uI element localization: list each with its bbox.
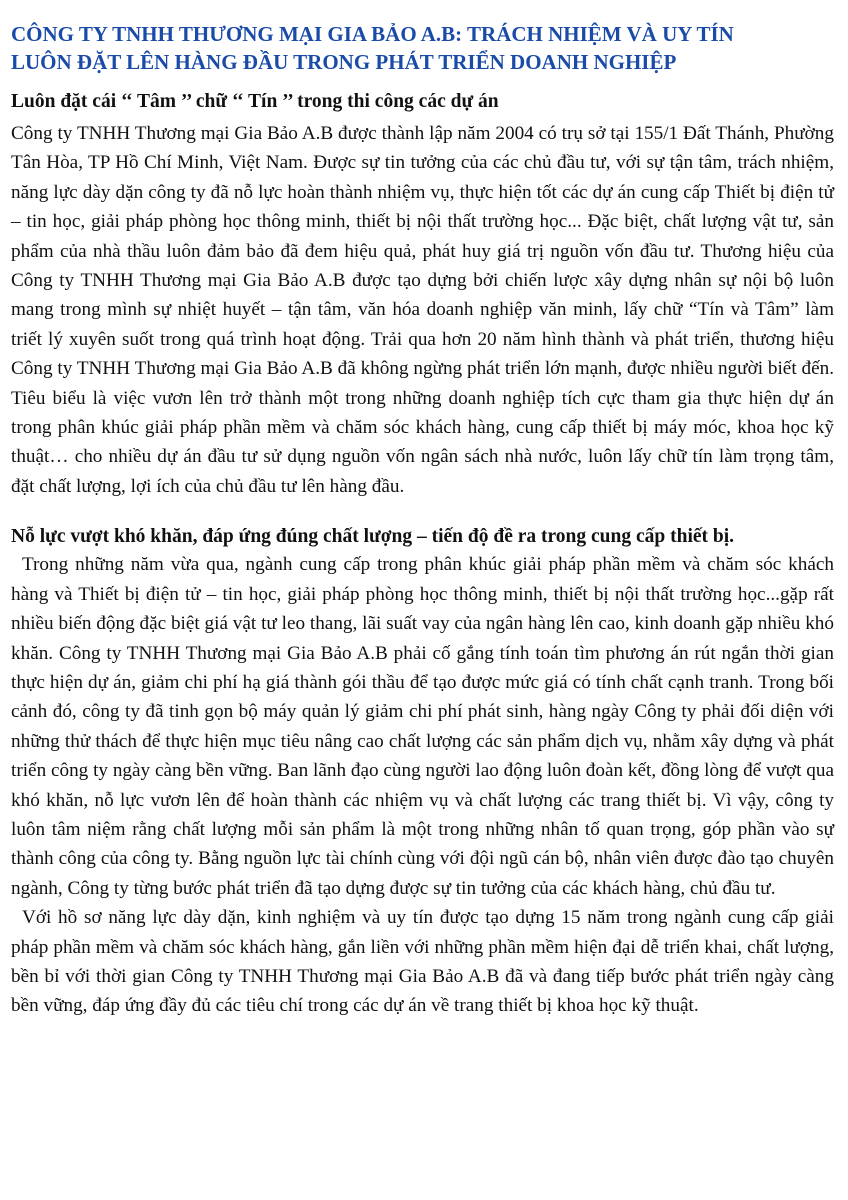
section-heading: Luôn đặt cái ‘‘ Tâm ’’ chữ ‘‘ Tín ’’ trong thi công các dự án bbox=[11, 91, 499, 112]
section-tam-tin bbox=[11, 88, 834, 501]
title-line-2: LUÔN ĐẶT LÊN HÀNG ĐẦU TRONG PHÁT TRIỂN DOANH NGHIỆP bbox=[11, 50, 677, 74]
section-paragraph: Với hồ sơ năng lực dày dặn, kinh nghiệm và uy tín được tạo dựng 15 năm trong ngành cung cấp giải pháp phần mềm và chăm sóc khách hàng, gắn liền với những phần mềm hiện đại dễ triển khai, chất lượng, bền bỉ với thời gian Công ty TNHH Thương mại Gia Bảo A.B đã và đang tiếp bước phát triển ngày càng bền vững, đáp ứng đầy đủ các tiêu chí trong các dự án về trang thiết bị khoa học kỹ thuật. bbox=[11, 907, 834, 1017]
section-paragraph: Trong những năm vừa qua, ngành cung cấp trong phân khúc giải pháp phần mềm và chăm sóc khách hàng và Thiết bị điện tử – tin học, giải pháp phòng học thông minh, thiết bị nội thất trường học...gặp rất nhiều biến động đặc biệt giá vật tư leo thang, lãi suất vay của ngân hàng lên cao, kinh doanh gặp nhiều khó khăn. Công ty TNHH Thương mại Gia Bảo A.B phải cố gắng tính toán tìm phương án rút ngắn thời gian thực hiện dự án, giảm chi phí hạ giá thành gói thầu để tạo được mức giá có tính chất cạnh tranh. Trong bối cảnh đó, công ty đã tinh gọn bộ máy quản lý giảm chi phí phát sinh, hàng ngày Công ty phải đối diện với những thử thách để thực hiện mục tiêu nâng cao chất lượng các sản phẩm dịch vụ, nhằm xây dựng và phát triển công ty ngày càng bền vững. Ban lãnh đạo cùng người lao động luôn đoàn kết, đồng lòng để vượt qua khó khăn, nỗ lực vươn lên để hoàn thành các nhiệm vụ và chất lượng các trang thiết bị. Vì vậy, công ty luôn tâm niệm rằng chất lượng mỗi sản phẩm là một trong những nhân tố quan trọng, góp phần vào sự thành công của công ty. Bằng nguồn lực tài chính cùng với đội ngũ cán bộ, nhân viên được đào tạo chuyên ngành, Công ty từng bước phát triển đã tạo dựng được sự tin tưởng của các khách hàng, chủ đầu tư. bbox=[11, 554, 834, 899]
section-heading: Nỗ lực vượt khó khăn, đáp ứng đúng chất lượng – tiến độ đề ra trong cung cấp thiết bị. bbox=[11, 526, 735, 548]
title-line-1: CÔNG TY TNHH THƯƠNG MẠI GIA BẢO A.B: TRÁCH NHIỆM VÀ UY TÍN bbox=[11, 22, 734, 46]
document-title bbox=[11, 20, 834, 76]
section-no-luc bbox=[11, 523, 834, 1021]
section-paragraph: Công ty TNHH Thương mại Gia Bảo A.B được thành lập năm 2004 có trụ sở tại 155/1 Đất Thánh, Phường Tân Hòa, TP Hồ Chí Minh, Việt Nam. Được sự tin tưởng của các chủ đầu tư, với sự tận tâm, trách nhiệm, năng lực dày dặn công ty đã nỗ lực hoàn thành nhiệm vụ, thực hiện tốt các dự án cung cấp Thiết bị điện tử – tin học, giải pháp phòng học thông minh, thiết bị nội thất trường học... Đặc biệt, chất lượng vật tư, sản phẩm của nhà thầu luôn đảm bảo đã đem hiệu quả, phát huy giá trị nguồn vốn đầu tư. Thương hiệu của Công ty TNHH Thương mại Gia Bảo A.B được tạo dựng bởi chiến lược xây dựng nhân sự nội bộ luôn mang trong mình sự nhiệt huyết – tận tâm, văn hóa doanh nghiệp văn minh, lấy chữ “Tín và Tâm” làm triết lý xuyên suốt trong quá trình hoạt động. Trải qua hơn 20 năm hình thành và phát triển, thương hiệu Công ty TNHH Thương mại Gia Bảo A.B đã không ngừng phát triển lớn mạnh, được nhiều người biết đến. Tiêu biểu là việc vươn lên trở thành một trong những doanh nghiệp tích cực tham gia thực hiện dự án trong phân khúc giải pháp phần mềm và chăm sóc khách hàng, cung cấp thiết bị máy móc, khoa học kỹ thuật… cho nhiều dự án đầu tư sử dụng nguồn vốn ngân sách nhà nước, luôn lấy chữ tín làm trọng tâm, đặt chất lượng, lợi ích của chủ đầu tư lên hàng đầu. bbox=[11, 123, 834, 497]
